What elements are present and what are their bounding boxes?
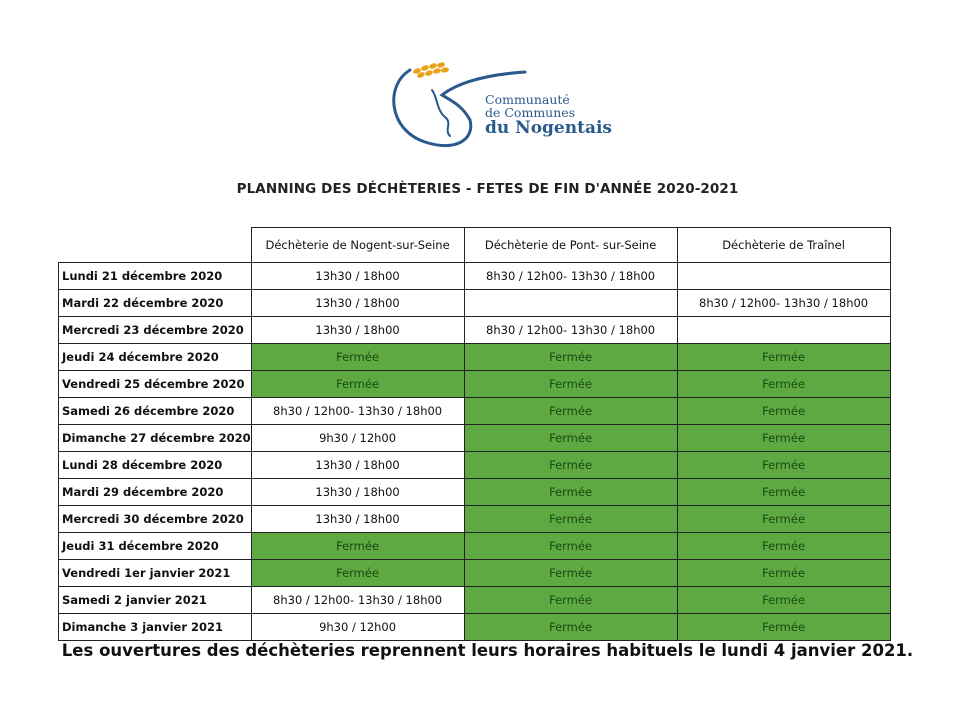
day-cell: Mardi 29 décembre 2020 (59, 479, 252, 506)
hours-cell: 13h30 / 18h00 (251, 263, 464, 290)
hours-cell: 8h30 / 12h00- 13h30 / 18h00 (251, 398, 464, 425)
table-row (59, 425, 891, 452)
logo-line-3: du Nogentais (485, 118, 613, 139)
table-row (59, 344, 891, 371)
hours-cell: Fermée (251, 371, 464, 398)
hours-cell: Fermée (464, 614, 677, 641)
hours-cell (464, 290, 677, 317)
header-blank-cell (59, 228, 252, 263)
hours-cell: Fermée (677, 371, 890, 398)
header-nogent: Déchèterie de Nogent-sur-Seine (251, 228, 464, 263)
hours-cell: Fermée (677, 344, 890, 371)
hours-cell: Fermée (677, 398, 890, 425)
page-title: PLANNING DES DÉCHÈTERIES - FETES DE FIN D'ANNÉE 2020-2021 (236, 181, 739, 197)
table-row (59, 452, 891, 479)
day-cell: Vendredi 1er janvier 2021 (59, 560, 252, 587)
hours-cell: 9h30 / 12h00 (251, 614, 464, 641)
hours-cell: Fermée (677, 560, 890, 587)
table-row (59, 263, 891, 290)
hours-cell: Fermée (251, 533, 464, 560)
day-cell: Samedi 2 janvier 2021 (59, 587, 252, 614)
day-cell: Mercredi 23 décembre 2020 (59, 317, 252, 344)
hours-cell: 8h30 / 12h00- 13h30 / 18h00 (464, 263, 677, 290)
table-row (59, 587, 891, 614)
hours-cell: Fermée (464, 560, 677, 587)
table-body (59, 263, 891, 641)
day-cell: Dimanche 27 décembre 2020 (59, 425, 252, 452)
hours-cell: Fermée (677, 614, 890, 641)
table-header-row (59, 228, 891, 263)
table-row (59, 290, 891, 317)
hours-cell: Fermée (464, 506, 677, 533)
logo-text (485, 93, 612, 138)
hours-cell: Fermée (251, 560, 464, 587)
table-row (59, 614, 891, 641)
table-row (59, 398, 891, 425)
hours-cell: Fermée (464, 371, 677, 398)
day-cell: Mardi 22 décembre 2020 (59, 290, 252, 317)
table-row (59, 371, 891, 398)
table-row (59, 506, 891, 533)
hours-cell: Fermée (464, 452, 677, 479)
hours-cell: Fermée (251, 344, 464, 371)
hours-cell: 8h30 / 12h00- 13h30 / 18h00 (677, 290, 890, 317)
day-cell: Jeudi 24 décembre 2020 (59, 344, 252, 371)
header-trainel: Déchèterie de Traînel (677, 228, 890, 263)
header-pont: Déchèterie de Pont- sur-Seine (464, 228, 677, 263)
logo-line-1: Communauté (485, 92, 570, 107)
day-cell: Lundi 21 décembre 2020 (59, 263, 252, 290)
hours-cell: Fermée (677, 452, 890, 479)
hours-cell: 13h30 / 18h00 (251, 452, 464, 479)
hours-cell: Fermée (464, 344, 677, 371)
hours-cell: Fermée (677, 425, 890, 452)
table-row (59, 533, 891, 560)
hours-cell: 13h30 / 18h00 (251, 506, 464, 533)
hours-cell: Fermée (677, 506, 890, 533)
table-row (59, 560, 891, 587)
day-cell: Lundi 28 décembre 2020 (59, 452, 252, 479)
hours-cell: 9h30 / 12h00 (251, 425, 464, 452)
table-row (59, 317, 891, 344)
hours-cell (677, 317, 890, 344)
hours-cell: Fermée (464, 398, 677, 425)
hours-cell: Fermée (677, 587, 890, 614)
footer-note: Les ouvertures des déchèteries reprennent leurs horaires habituels le lundi 4 janvier 2021. (61, 641, 914, 660)
hours-cell: Fermée (677, 533, 890, 560)
hours-cell: 13h30 / 18h00 (251, 290, 464, 317)
day-cell: Mercredi 30 décembre 2020 (59, 506, 252, 533)
hours-cell: Fermée (464, 587, 677, 614)
hours-cell: Fermée (677, 479, 890, 506)
day-cell: Dimanche 3 janvier 2021 (59, 614, 252, 641)
day-cell: Samedi 26 décembre 2020 (59, 398, 252, 425)
hours-cell: Fermée (464, 533, 677, 560)
hours-cell (677, 263, 890, 290)
hours-cell: 8h30 / 12h00- 13h30 / 18h00 (251, 587, 464, 614)
hours-cell: Fermée (464, 479, 677, 506)
day-cell: Jeudi 31 décembre 2020 (59, 533, 252, 560)
logo-line-2: de Communes (485, 105, 576, 121)
hours-cell: 13h30 / 18h00 (251, 317, 464, 344)
hours-cell: Fermée (464, 425, 677, 452)
day-cell: Vendredi 25 décembre 2020 (59, 371, 252, 398)
table-row (59, 479, 891, 506)
schedule-table (58, 227, 891, 641)
hours-cell: 13h30 / 18h00 (251, 479, 464, 506)
hours-cell: 8h30 / 12h00- 13h30 / 18h00 (464, 317, 677, 344)
